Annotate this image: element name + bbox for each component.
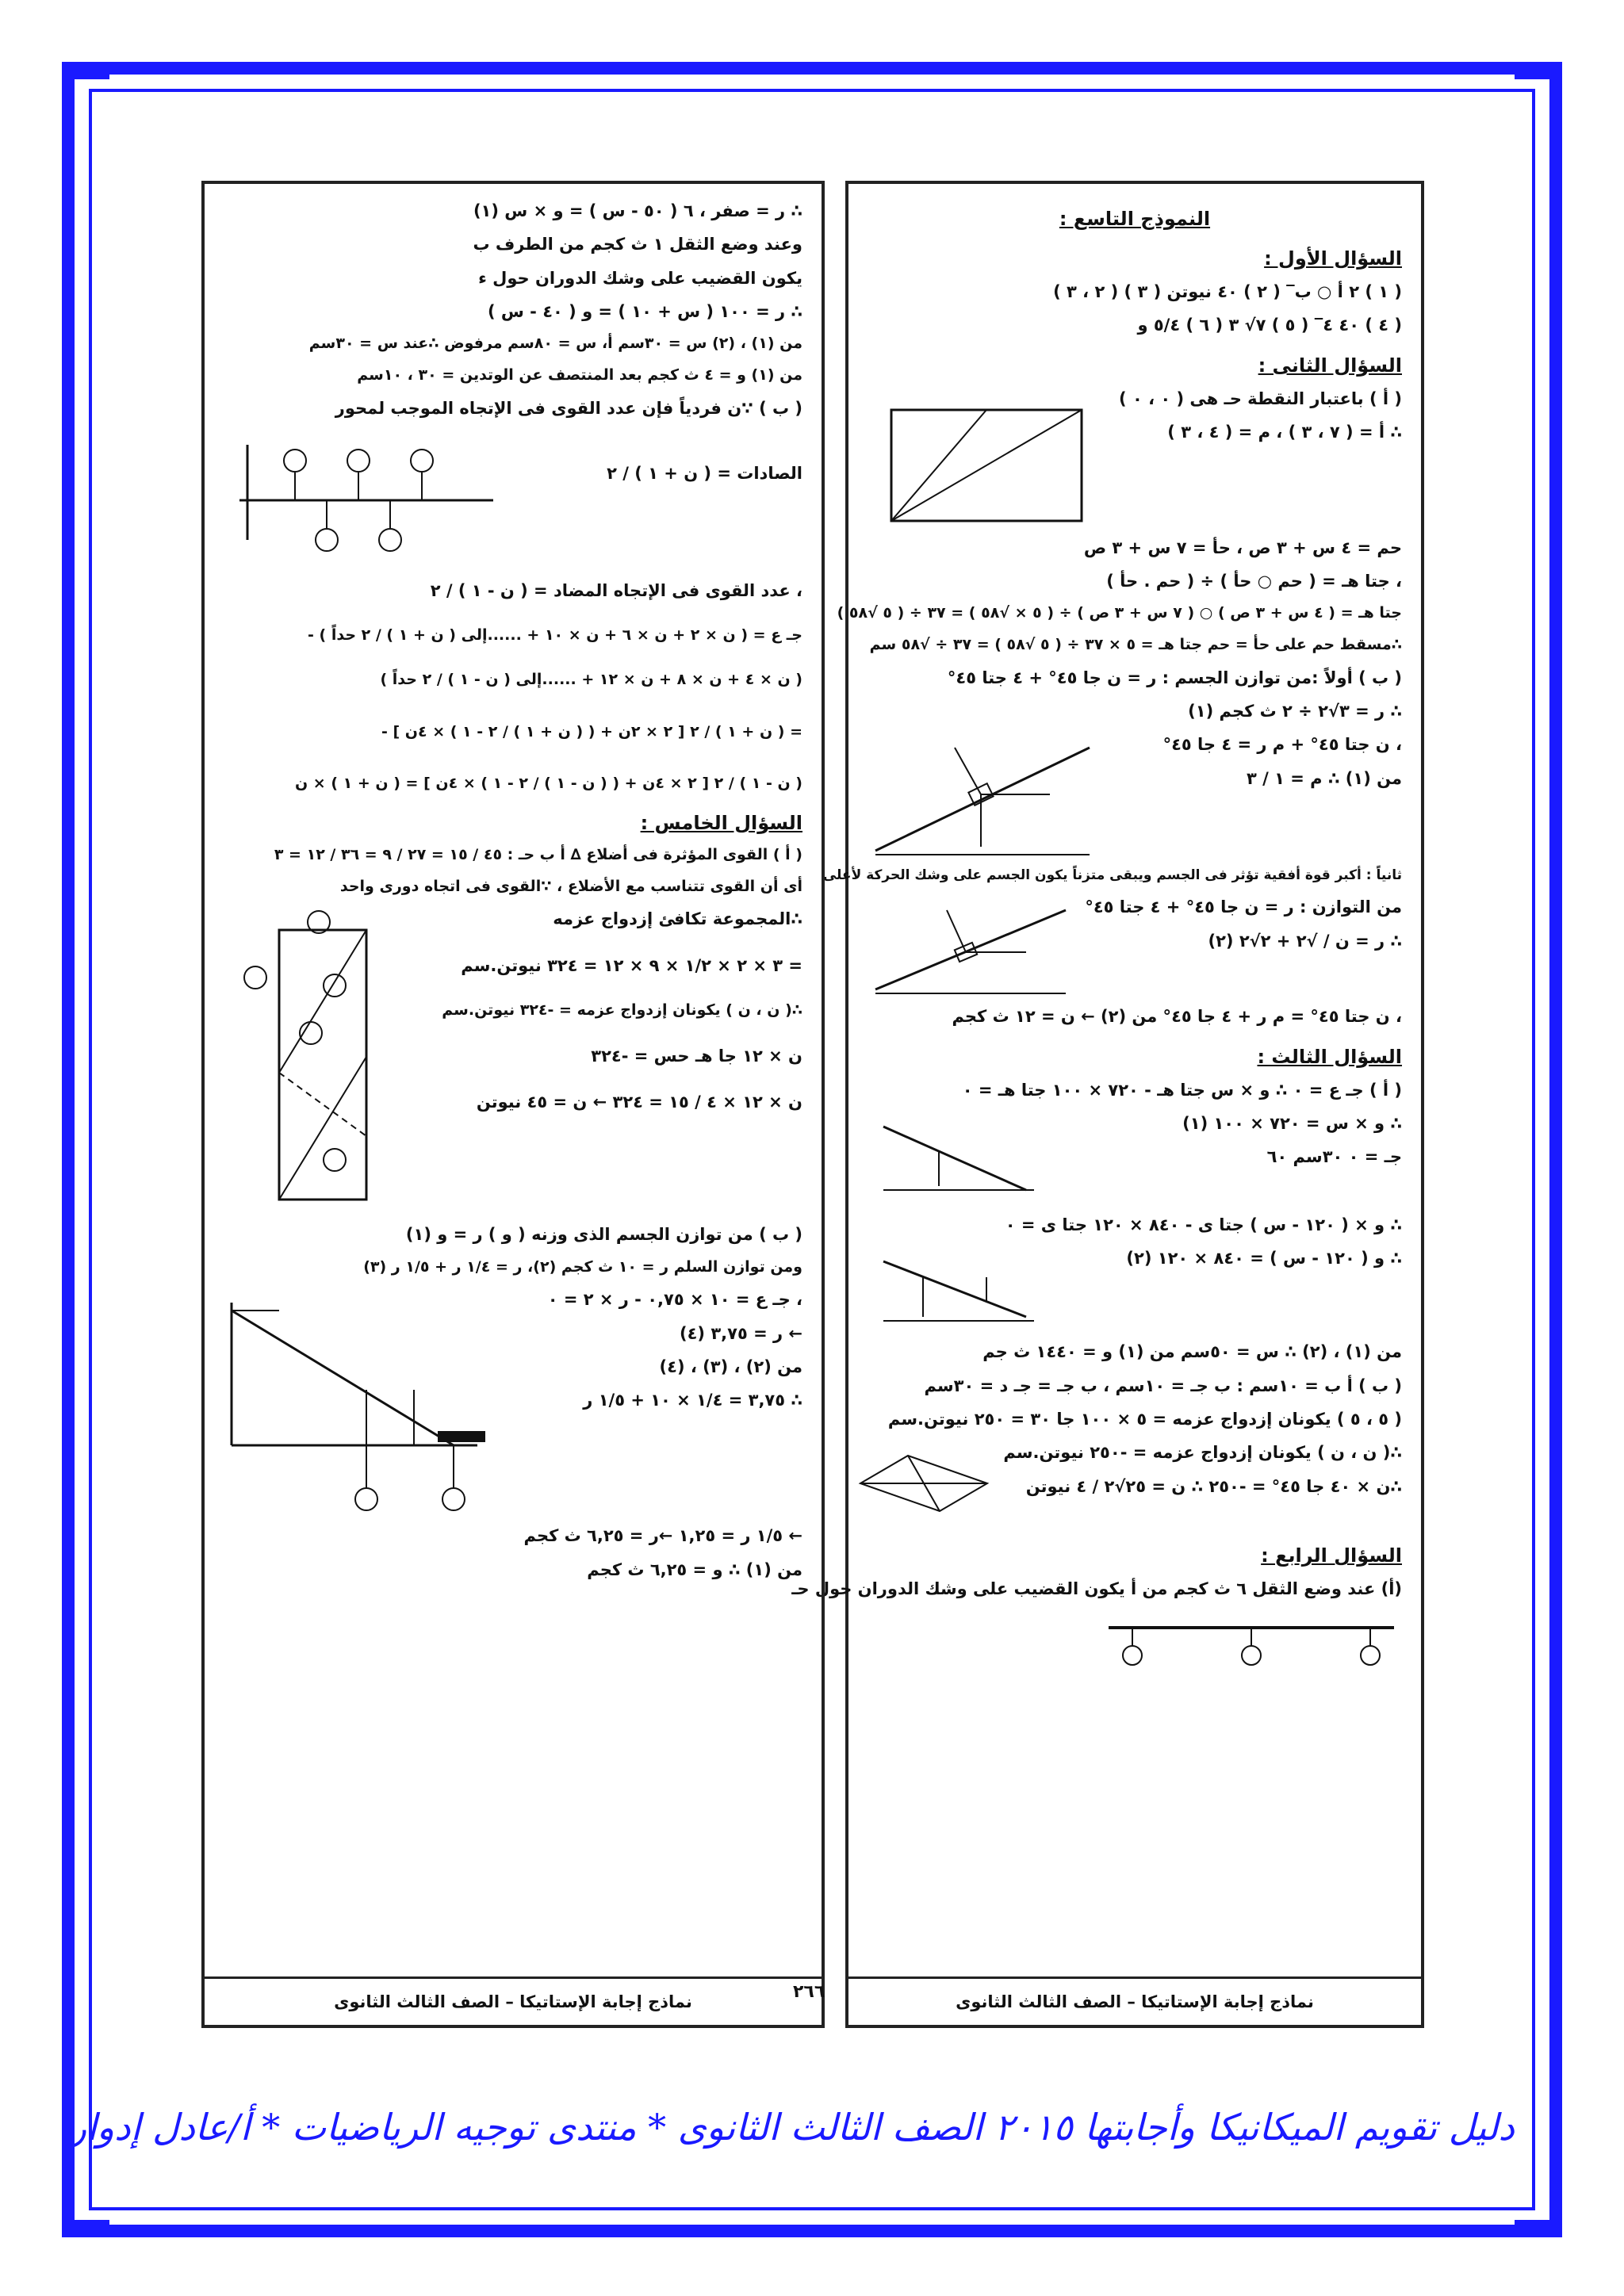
force-arrows-diagram [224, 437, 509, 572]
q5-line: ( أ ) القوى المؤثرة فى أضلاع ∆ أ ب حـ : ٤٥ / ١٥ = ٢٧ / ٩ = ٣٦ / ١٢ = ٣ [274, 845, 802, 863]
q3-line: ∴( ن ، ن ) يكونان إزدواج عزمه = -٢٥٠ نيوتن.سم [1003, 1443, 1402, 1463]
rectangle-forces-diagram [224, 914, 382, 1215]
model-title: النموذج التاسع : [1059, 208, 1211, 230]
q3-line: ∴ و × ( ١٢٠ - س ) جتا ى - ٨٤٠ × ١٢٠ جتا ى = ٠ [1005, 1215, 1402, 1234]
left-line: جـ ع = ( ن × ٢ + ن × ٦ + ن × ١٠ + ......إلى ( ن + ١ ) / ٢ حداً ) - [308, 626, 802, 645]
q5-line: ∴( ن ، ن ) يكونان إزدواج عزمه = -٣٢٤ نيوتن.سم [442, 1001, 802, 1019]
q3-line: ( ٥ ، ٥ ) يكونان إزدواج عزمه = ٥ × ١٠٠ جا ٣٠ = ٢٥٠ نيوتن.سم [887, 1410, 1402, 1429]
frame-corner-br [1515, 2220, 1562, 2237]
left-line: ، عدد القوى فى الإتجاه المضاد = ( ن - ١ ) / ٢ [430, 581, 802, 600]
left-line: ( ن - ١ ) / ٢ [ ٢ × ٤ن + ( ( ن - ١ ) / ٢ - ١ ) × ٤ن ] = ( ن + ١ ) × ن [294, 775, 802, 793]
inclined-plane-diagram-2 [868, 902, 1074, 997]
inclined-plane-diagram [868, 740, 1097, 859]
q1-line: ( ٤ ) ٤٠ ٤‾ ( ٥ ) ٧√ ٣ ( ٦ ) ٥/٤ و [1137, 316, 1402, 335]
q3-line: من (١) ، (٢) ∴ س = ٥٠سم من (١) و = ١٤٤٠ ث جم [982, 1342, 1402, 1362]
right-column-footer: نماذج إجابة الإستاتيكا – الصف الثالث الثانوى [848, 1976, 1421, 2025]
page-number: ٢٦٦ [793, 1982, 825, 2002]
rod-diagram [868, 1612, 1402, 1667]
q2-line: ∴ ر = ٣√٢ ÷ ٢ ث كجم (١) [1188, 702, 1402, 721]
q3-line: ∴ن × ٤٠ جا ٤٥° = -٢٥٠ ∴ ن = ٢٥√٢ / ٤ نيوتن [1025, 1476, 1402, 1496]
q5-line: ومن توازن السلم ر = ١٠ ث كجم (٢)، ر = ١/٤ ر + ١/٥ ر (٣) [363, 1257, 802, 1276]
q5-line: ، جـ ع = ١٠ × ٠,٧٥ - ر × ٢ = ٠ [547, 1290, 802, 1310]
q2-line: ثانياً : أكبر قوة أفقية تؤثر فى الجسم ويبقى متزناً يكون الجسم على وشك الحركة لأعلى [822, 867, 1402, 884]
left-line: ( ن × ٤ + ن × ٨ + ن × ١٢ + ......إلى ( ن - ١ ) / ٢ حداً ) [380, 670, 802, 688]
q2-line: من التوازن : ر = ن جا ٤٥° + ٤ جتا ٤٥° [1085, 897, 1402, 917]
q5-line: من (٢) ، (٣) ، (٤) [659, 1357, 802, 1376]
ladder-diagram-1 [868, 1119, 1042, 1206]
q2-line: ، جتا هـ = ( حم ○ حأ ) ÷ ( حم . حأ ) [1106, 572, 1402, 591]
q5-line: ن × ١٢ × ٤ / ١٥ = ٣٢٤ ← ن = ٤٥ نيوتن [476, 1092, 802, 1112]
left-column-footer: نماذج إجابة الإستاتيكا – الصف الثالث الثانوى [205, 1976, 822, 2025]
left-column [201, 181, 825, 2028]
q2-line: حم = ٤ س + ٣ ص ، حأ = ٧ س + ٣ ص [1083, 538, 1402, 557]
q5-line: ← ر = ٣,٧٥ (٤) [679, 1323, 802, 1343]
q3-line: جـ = ٠ ٣٠سم ٦٠ [1266, 1147, 1402, 1167]
q2-line: جتا هـ = ( ٤ س + ٣ ص ) ○ ( ٧ س + ٣ ص ) ÷ ( ٥ × √٥٨ ) = ٣٧ ÷ ( ٥ √٥٨ ) [837, 604, 1402, 622]
frame-corner-tr [1515, 62, 1562, 79]
q2-line: ∴مسقط حم على حأ = حم جتا هـ = ٥ × ٣٧ ÷ ( ٥ √٥٨ ) = ٣٧ ÷ √٥٨ سم [869, 636, 1402, 654]
left-line: الصادات = ( ن + ١ ) / ٢ [607, 464, 802, 483]
q2-line: من (١) ∴ م = ١ / ٣ [1246, 768, 1402, 788]
q5-line: ∴ ٣,٧٥ = ١/٤ × ١٠ + ١/٥ ر [583, 1391, 802, 1410]
bottom-title: دليل تقويم الميكانيكا وأجابتها ٢٠١٥ الصف الثالث الثانوى * منتدى توجيه الرياضيات * أ/عادل إدوار [68, 2106, 1515, 2149]
q1-heading: السؤال الأول : [1264, 247, 1402, 270]
q3-line: ∴ و ( ١٢٠ - س ) = ٨٤٠ × ١٢٠ (٢) [1126, 1249, 1402, 1269]
q2-line: ، ن جتا ٤٥° = م ر + ٤ جا ٤٥° من (٢) ← ن = ١٢ ث كجم [952, 1007, 1402, 1027]
q2-heading: السؤال الثانى : [1258, 354, 1402, 377]
q1-line: ( ١ ) ٢ أ ○ ب‾ ( ٢ ) ٤٠ نيوتن ( ٣ ) ( ٢ ، ٣ ) [1053, 282, 1402, 301]
q5-line: = ٣ × ٢ × ١/٢ × ٩ × ١٢ = ٣٢٤ نيوتن.سم [461, 955, 802, 975]
ladder-diagram-2 [868, 1253, 1042, 1333]
left-line: من (١) و = ٤ ث كجم بعد المنتصف عن الوتدين = ٣٠ ، ١٠سم [357, 366, 802, 385]
q4-line: (أ) عند وضع الثقل ٦ ث كجم من أ يكون القضيب على وشك الدوران حول حـ [791, 1579, 1402, 1599]
left-line: من (١) ، (٢) س = ٣٠سم أ، س = ٨٠سم مرفوض ∴عند س = ٣٠سم [308, 335, 802, 353]
q3-line: ( أ ) جـ ع = ٠ ∴ و × س جتا هـ - ٧٢٠ × ١٠٠ جتا هـ = ٠ [962, 1080, 1402, 1100]
q3-heading: السؤال الثالث : [1257, 1045, 1402, 1068]
frame-corner-bl [62, 2220, 109, 2237]
left-line: يكون القضيب على وشك الدوران حول ء [478, 268, 802, 288]
left-line: ∴ ر = ١٠٠ ( س + ١٠ ) = و ( ٤٠ - س ) [487, 302, 802, 322]
q2-line: ∴ ر = ن / √٢ + ٢√٢ (٢) [1208, 931, 1402, 951]
left-line: وعند وضع الثقل ١ ث كجم من الطرف ب [473, 235, 802, 254]
q3-line: ∴ و × س = ٧٢٠ × ١٠٠ (١) [1182, 1113, 1402, 1133]
q2-line: ، ن جتا ٤٥° + م ر = ٤ جا ٤٥° [1162, 735, 1402, 755]
q5-line: ∴المجموعة تكافئ إزدواج عزمه [553, 909, 802, 929]
q4-heading: السؤال الرابع : [1261, 1544, 1402, 1567]
q5-heading: السؤال الخامس : [640, 811, 802, 834]
ladder-wall-diagram [224, 1295, 485, 1517]
q5-line: ن × ١٢ جا هـ حس = -٣٢٤ [591, 1046, 802, 1066]
frame-corner-tl [62, 62, 109, 79]
q5-line: ( ب ) من توازن الجسم الذى وزنه ( و ) ر = و (١) [405, 1225, 802, 1245]
q5-line: ← ١/٥ ر = ١,٢٥ ←ر = ٦,٢٥ ث كجم [523, 1526, 802, 1546]
q2-line: ∴ أ = ( ٧ ، ٣ ) ، م = ( ٤ ، ٣ ) [1167, 423, 1402, 442]
left-line: = ( ن + ١ ) / ٢ [ ٢ × ٢ن + ( ( ن + ١ ) / ٢ - ١ ) × ٤ن ] - [381, 722, 802, 740]
q2-line: ( أ ) باعتبار النقطة حـ هى ( ٠ ، ٠ ) [1119, 388, 1402, 408]
q2-line: ( ب ) أولاً :من توازن الجسم : ر = ن جا ٤٥° + ٤ جتا ٤٥° [947, 668, 1402, 687]
q5-line: أى أن القوى تتناسب مع الأضلاع ، ∵القوى فى اتجاه دورى واحد [339, 877, 802, 895]
left-line: ∴ ر = صفر ، ٦ ( ٥٠ - س ) = و × س (١) [473, 201, 802, 220]
parallelogram-diagram [852, 1448, 995, 1519]
left-line: ( ب ) ∵ن فردياً فإن عدد القوى فى الإتجاه الموجب لمحور [335, 398, 802, 418]
q5-line: من (١) ∴ و = ٦,٢٥ ث كجم [587, 1559, 802, 1579]
q3-line: ( ب ) أ ب = ١٠سم : ب جـ = ١٠سم ، ب جـ = جـ د = ٣٠سم [924, 1376, 1402, 1395]
rectangle-diagram [868, 394, 1090, 529]
